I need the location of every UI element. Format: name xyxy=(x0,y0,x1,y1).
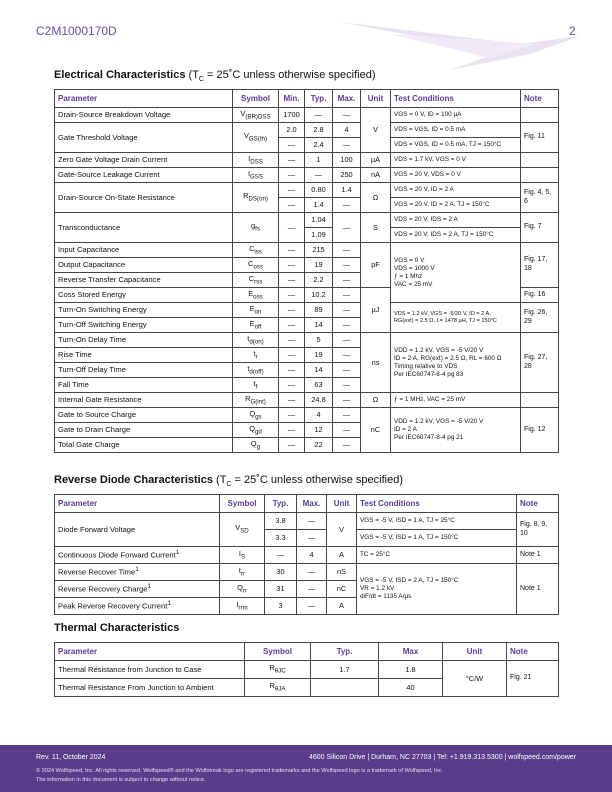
unit-cell: V xyxy=(361,108,391,153)
table-row xyxy=(55,408,559,423)
col-min: Min. xyxy=(279,90,305,108)
max-cell: 4 xyxy=(333,123,361,138)
revision-text: Rev. 11, October 2024 xyxy=(36,754,106,761)
typ-cell: 2.2 xyxy=(305,273,333,288)
col-symbol: Symbol xyxy=(233,90,279,108)
symbol-cell: $t_r$ xyxy=(233,348,279,363)
typ-cell: 2.4 xyxy=(305,138,333,153)
max-cell: 40 xyxy=(379,679,443,697)
condition-cell: VGS = 20 V, ID = 2 A, TJ = 150°C xyxy=(391,198,521,213)
unit-cell: nC xyxy=(327,581,357,598)
table-row xyxy=(55,123,559,138)
col-typ: Typ. xyxy=(265,495,297,513)
unit-cell: A xyxy=(327,598,357,615)
table-row xyxy=(55,153,559,168)
col-note: Note xyxy=(507,643,559,661)
table-row xyxy=(55,108,559,123)
col-parameter: Parameter xyxy=(55,90,233,108)
note-cell: Fig. 21 xyxy=(507,661,559,697)
symbol-cell: $t_{d(off)}$ xyxy=(233,363,279,378)
condition-cell: TC = 25°C xyxy=(357,547,517,564)
param-cell: Drain-Source On-State Resistance xyxy=(55,183,233,213)
note-cell: Fig. 16 xyxy=(521,288,559,303)
table-header-row xyxy=(55,643,559,661)
symbol-cell: $E_{off}$ xyxy=(233,318,279,333)
condition-cell: VDS = VGS, ID = 0.5 mA, TJ = 150°C xyxy=(391,138,521,153)
max-cell: — xyxy=(333,288,361,303)
condition-cell: ƒ = 1 MHz, VAC = 25 mV xyxy=(391,393,521,408)
unit-cell: S xyxy=(361,213,391,243)
symbol-cell: $E_{on}$ xyxy=(233,303,279,318)
col-typ: Typ. xyxy=(311,643,379,661)
max-cell: 250 xyxy=(333,168,361,183)
condition-cell: VGS = -5 V, ISD = 1 A, TJ = 150°C xyxy=(357,530,517,547)
disclaimer-text: The information in this document is subject to change without notice. xyxy=(36,777,206,783)
param-cell: Output Capacitance xyxy=(55,258,233,273)
symbol-cell: $V_{SD}$ xyxy=(220,513,265,547)
unit-cell: nS xyxy=(327,564,357,581)
min-cell: — xyxy=(279,333,305,348)
electrical-title: Electrical Characteristics xyxy=(54,69,186,81)
part-number: C2M1000170D xyxy=(36,24,117,38)
max-cell: — xyxy=(333,198,361,213)
min-cell: — xyxy=(279,243,305,258)
symbol-cell: $Q_{rr}$ xyxy=(220,581,265,598)
max-cell: — xyxy=(333,438,361,453)
typ-cell xyxy=(311,679,379,697)
col-conditions: Test Conditions xyxy=(391,90,521,108)
symbol-cell: $V_{GS(th)}$ xyxy=(233,123,279,153)
min-cell: — xyxy=(279,393,305,408)
unit-cell: nC xyxy=(361,408,391,453)
max-cell: — xyxy=(333,213,361,243)
symbol-cell: $t_f$ xyxy=(233,378,279,393)
page-footer xyxy=(0,745,612,792)
typ-cell: 12 xyxy=(305,423,333,438)
param-cell: Turn-Off Delay Time xyxy=(55,363,233,378)
table-row xyxy=(55,183,559,198)
condition-cell: VGS = 0 V VDS = 1000 V ƒ = 1 Mhz VAC = 25 mV xyxy=(391,243,521,303)
unit-cell: pF xyxy=(361,243,391,288)
note-cell: Fig. 27, 28 xyxy=(521,333,559,393)
max-cell: 1.8 xyxy=(379,661,443,679)
param-cell: Gate Threshold Voltage xyxy=(55,123,233,153)
col-note: Note xyxy=(517,495,559,513)
max-cell: — xyxy=(333,303,361,318)
symbol-cell: $I_{DSS}$ xyxy=(233,153,279,168)
col-conditions: Test Conditions xyxy=(357,495,517,513)
table-row xyxy=(55,243,559,258)
col-unit: Unit xyxy=(443,643,507,661)
min-cell: — xyxy=(279,288,305,303)
copyright-text: © 2024 Wolfspeed, Inc. All rights reserved. Wolfspeed® and the Wolfstreak logo are registered trademarks and the Wolfspeed logo is a trademark of Wolfspeed, Inc. xyxy=(36,768,443,774)
param-cell: Gate to Source Charge xyxy=(55,408,233,423)
min-cell: — xyxy=(279,423,305,438)
min-cell: — xyxy=(279,438,305,453)
condition-cell: VDD = 1.2 kV, VGS = -5 V/20 V ID = 2 A, RG(ext) = 2.5 Ω, RL = 600 Ω Timing relative to VDS Per IEC60747-8-4 pg 83 xyxy=(391,333,521,393)
reverse-diode-section-title xyxy=(54,474,403,488)
max-cell: 100 xyxy=(333,153,361,168)
electrical-condition: ($T_C$ = 25˚C unless otherwise specified) xyxy=(188,69,376,84)
col-note: Note xyxy=(521,90,559,108)
col-parameter: Parameter xyxy=(55,495,220,513)
max-cell: — xyxy=(297,564,327,581)
typ-cell: 2.8 xyxy=(305,123,333,138)
unit-cell: V xyxy=(327,513,357,547)
symbol-cell: $C_{rss}$ xyxy=(233,273,279,288)
col-max: Max. xyxy=(297,495,327,513)
param-cell: Thermal Resistance from Junction to Case xyxy=(55,661,245,679)
condition-cell: VGS = 0 V, ID = 100 µA xyxy=(391,108,521,123)
electrical-characteristics-table xyxy=(54,89,559,453)
unit-cell: °C/W xyxy=(443,661,507,697)
condition-cell: VDS = 20 V, IDS = 2 A xyxy=(391,213,521,228)
col-unit: Unit xyxy=(327,495,357,513)
max-cell: — xyxy=(297,530,327,547)
condition-cell: VDS = 1.7 kV, VGS = 0 V xyxy=(391,153,521,168)
max-cell: — xyxy=(333,423,361,438)
max-cell: — xyxy=(333,108,361,123)
min-cell: 2.0 xyxy=(279,123,305,138)
reverse-diode-condition: ($T_C$ = 25˚C unless otherwise specified) xyxy=(216,474,403,489)
param-cell: Peak Reverse Recovery Current$^1$ xyxy=(55,598,220,615)
typ-cell: 19 xyxy=(305,258,333,273)
note-cell: Note 1 xyxy=(517,564,559,615)
param-cell: Rise Time xyxy=(55,348,233,363)
symbol-cell: $E_{oss}$ xyxy=(233,288,279,303)
thermal-table xyxy=(54,642,559,697)
condition-cell: VGS = -5 V, ISD = 1 A, TJ = 25°C xyxy=(357,513,517,530)
note-cell xyxy=(521,393,559,408)
company-address: 4600 Silicon Drive | Durham, NC 27703 | Tel: +1.919.313.5300 | wolfspeed.com/power xyxy=(308,754,576,761)
note-cell: Fig. 4, 5, 6 xyxy=(521,183,559,213)
condition-cell: VDS = 20 V, IDS = 2 A, TJ = 150°C xyxy=(391,228,521,243)
unit-cell: A xyxy=(327,547,357,564)
param-cell: Diode Forward Voltage xyxy=(55,513,220,547)
unit-cell: nA xyxy=(361,168,391,183)
table-row xyxy=(55,393,559,408)
typ-cell: 4 xyxy=(305,408,333,423)
table-header-row xyxy=(55,90,559,108)
col-typ: Typ. xyxy=(305,90,333,108)
electrical-section-title xyxy=(54,69,375,83)
note-cell: Fig. 26, 29 xyxy=(521,303,559,333)
typ-cell: 1.7 xyxy=(311,661,379,679)
unit-cell: µA xyxy=(361,153,391,168)
page-number: 2 xyxy=(569,24,576,38)
condition-cell: VGS = 20 V, VDS = 0 V xyxy=(391,168,521,183)
symbol-cell: $I_{GSS}$ xyxy=(233,168,279,183)
min-cell: — xyxy=(279,318,305,333)
param-cell: Turn-On Switching Energy xyxy=(55,303,233,318)
symbol-cell: $Q_{gs}$ xyxy=(233,408,279,423)
max-cell: — xyxy=(333,243,361,258)
condition-cell: VGS = 20 V, ID = 2 A xyxy=(391,183,521,198)
note-cell: Fig. 11 xyxy=(521,123,559,153)
col-symbol: Symbol xyxy=(245,643,311,661)
typ-cell: 31 xyxy=(265,581,297,598)
symbol-cell: $Q_g$ xyxy=(233,438,279,453)
note-cell: Fig. 8, 9, 10 xyxy=(517,513,559,547)
symbol-cell: $I_S$ xyxy=(220,547,265,564)
col-max: Max xyxy=(379,643,443,661)
param-cell: Reverse Recovery Charge$^1$ xyxy=(55,581,220,598)
param-cell: Continuous Diode Forward Current$^1$ xyxy=(55,547,220,564)
wolfstreak-logo-icon xyxy=(330,14,580,72)
note-cell: Fig. 7 xyxy=(521,213,559,243)
max-cell: — xyxy=(333,408,361,423)
symbol-cell: $t_{d(on)}$ xyxy=(233,333,279,348)
param-cell: Input Capacitance xyxy=(55,243,233,258)
param-cell: Zero Gate Voltage Drain Current xyxy=(55,153,233,168)
min-cell: — xyxy=(279,348,305,363)
max-cell: — xyxy=(333,318,361,333)
symbol-cell: $C_{oss}$ xyxy=(233,258,279,273)
typ-cell: — xyxy=(305,168,333,183)
symbol-cell: $V_{(BR)DSS}$ xyxy=(233,108,279,123)
col-unit: Unit xyxy=(361,90,391,108)
max-cell: 1.4 xyxy=(333,183,361,198)
typ-cell: 3.3 xyxy=(265,530,297,547)
col-max: Max. xyxy=(333,90,361,108)
typ-cell: 3 xyxy=(265,598,297,615)
col-parameter: Parameter xyxy=(55,643,245,661)
typ-cell: 3.8 xyxy=(265,513,297,530)
typ-cell: 19 xyxy=(305,348,333,363)
table-row xyxy=(55,547,559,564)
table-row xyxy=(55,513,559,530)
symbol-cell: $R_{\theta JC}$ xyxy=(245,661,311,679)
note-cell xyxy=(521,108,559,123)
unit-cell: µJ xyxy=(361,288,391,333)
unit-cell: ns xyxy=(361,333,391,393)
typ-cell: 14 xyxy=(305,363,333,378)
param-cell: Internal Gate Resistance xyxy=(55,393,233,408)
typ-cell: 89 xyxy=(305,303,333,318)
param-cell: Transconductance xyxy=(55,213,233,243)
symbol-cell: $R_{DS(on)}$ xyxy=(233,183,279,213)
symbol-cell: $g_{fs}$ xyxy=(233,213,279,243)
min-cell: — xyxy=(279,303,305,318)
symbol-cell: $C_{iss}$ xyxy=(233,243,279,258)
reverse-diode-title: Reverse Diode Characteristics xyxy=(54,474,213,486)
typ-cell: 14 xyxy=(305,318,333,333)
max-cell: — xyxy=(333,393,361,408)
thermal-section-title xyxy=(54,622,179,634)
symbol-cell: $I_{rrm}$ xyxy=(220,598,265,615)
table-row xyxy=(55,303,559,318)
table-row xyxy=(55,168,559,183)
reverse-diode-table xyxy=(54,494,559,615)
condition-cell: VGS = -5 V, ISD = 2 A, TJ = 150°C VR = 1.2 kV diF/dt = 1135 A/µs xyxy=(357,564,517,615)
note-cell xyxy=(521,168,559,183)
condition-cell: VDS = VGS, ID = 0.5 mA xyxy=(391,123,521,138)
min-cell: — xyxy=(279,138,305,153)
min-cell: — xyxy=(279,363,305,378)
table-header-row xyxy=(55,495,559,513)
condition-cell: VDS = 1.2 kV, VGS = -5/20 V, ID = 2 A, RG(ext) = 2.5 Ω, L= 1478 µH, TJ = 150°C xyxy=(391,303,521,333)
max-cell: — xyxy=(297,513,327,530)
typ-cell: — xyxy=(265,547,297,564)
param-cell: Thermal Resistance From Junction to Ambient xyxy=(55,679,245,697)
param-cell: Gate-Source Leakage Current xyxy=(55,168,233,183)
min-cell: — xyxy=(279,153,305,168)
typ-cell: 1 xyxy=(305,153,333,168)
unit-cell: Ω xyxy=(361,393,391,408)
symbol-cell: $R_{\theta JA}$ xyxy=(245,679,311,697)
condition-cell: VDD = 1.2 kV, VGS = -5 V/20 V ID = 2 A Per IEC60747-8-4 pg 21 xyxy=(391,408,521,453)
note-cell xyxy=(521,153,559,168)
min-cell: — xyxy=(279,258,305,273)
max-cell: — xyxy=(297,581,327,598)
min-cell: — xyxy=(279,273,305,288)
table-row xyxy=(55,661,559,679)
min-cell: — xyxy=(279,378,305,393)
max-cell: 4 xyxy=(297,547,327,564)
unit-cell: Ω xyxy=(361,183,391,213)
typ-cell: 63 xyxy=(305,378,333,393)
min-cell: — xyxy=(279,408,305,423)
max-cell: — xyxy=(333,273,361,288)
param-cell: Reverse Transfer Capacitance xyxy=(55,273,233,288)
min-cell: — xyxy=(279,213,305,243)
param-cell: Turn-Off Switching Energy xyxy=(55,318,233,333)
min-cell: — xyxy=(279,168,305,183)
max-cell: — xyxy=(297,598,327,615)
max-cell: — xyxy=(333,348,361,363)
thermal-title: Thermal Characteristics xyxy=(54,622,180,634)
table-row xyxy=(55,564,559,581)
typ-cell: 10.2 xyxy=(305,288,333,303)
symbol-cell: $t_{rr}$ xyxy=(220,564,265,581)
param-cell: Turn-On Delay Time xyxy=(55,333,233,348)
param-cell: Reverse Recover Time$^1$ xyxy=(55,564,220,581)
typ-cell: 215 xyxy=(305,243,333,258)
max-cell: — xyxy=(333,378,361,393)
typ-cell: 5 xyxy=(305,333,333,348)
typ-cell: 0.80 xyxy=(305,183,333,198)
min-cell: — xyxy=(279,198,305,213)
table-row xyxy=(55,333,559,348)
param-cell: Total Gate Charge xyxy=(55,438,233,453)
min-cell: — xyxy=(279,183,305,198)
note-cell: Note 1 xyxy=(517,547,559,564)
max-cell: — xyxy=(333,138,361,153)
max-cell: — xyxy=(333,333,361,348)
min-cell: 1700 xyxy=(279,108,305,123)
typ-cell: 22 xyxy=(305,438,333,453)
table-row xyxy=(55,213,559,228)
max-cell: — xyxy=(333,258,361,273)
param-cell: Coss Stored Energy xyxy=(55,288,233,303)
col-symbol: Symbol xyxy=(220,495,265,513)
typ-cell: 1.09 xyxy=(305,228,333,243)
typ-cell: — xyxy=(305,108,333,123)
param-cell: Fall Time xyxy=(55,378,233,393)
typ-cell: 30 xyxy=(265,564,297,581)
typ-cell: 24.8 xyxy=(305,393,333,408)
note-cell: Fig. 17, 18 xyxy=(521,243,559,288)
note-cell: Fig. 12 xyxy=(521,408,559,453)
typ-cell: 1.4 xyxy=(305,198,333,213)
symbol-cell: $Q_{gd}$ xyxy=(233,423,279,438)
typ-cell: 1.04 xyxy=(305,213,333,228)
symbol-cell: $R_{G(int)}$ xyxy=(233,393,279,408)
param-cell: Drain-Source Breakdown Voltage xyxy=(55,108,233,123)
param-cell: Gate to Drain Charge xyxy=(55,423,233,438)
max-cell: — xyxy=(333,363,361,378)
